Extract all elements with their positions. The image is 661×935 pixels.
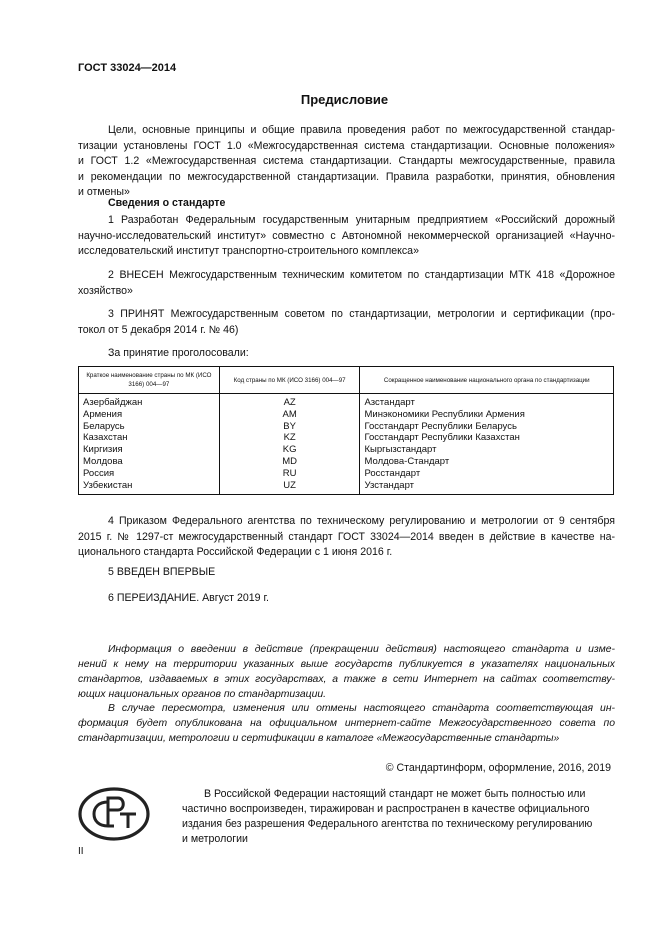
text-line: нений к нему на территории указанных выше государств публикуется в указателях национальных	[78, 659, 615, 670]
text-line: Цели, основные принципы и общие правила проведения работ по межгосударственной стандар-	[108, 124, 615, 136]
text-line: и рекомендации по межгосударственной стандартизации. Правила разработки, принятия, обновления	[78, 170, 615, 183]
text-line: 4 Приказом Федерального агентства по техническому регулированию и метрологии от 9 сентября	[108, 515, 615, 527]
voted-label: За принятие проголосовали:	[108, 347, 249, 359]
table-row	[79, 421, 614, 433]
text-line: тизации установлены ГОСТ 1.0 «Межгосударственная система стандартизации. Основные положения»	[78, 139, 615, 152]
text-line: научно-исследовательский институт» совместно с Автономной некоммерческой организацией «Научно-	[78, 229, 615, 242]
text-line: ционального стандарта Российской Федерации с 1 июня 2016 г.	[78, 546, 393, 558]
table-row	[79, 480, 614, 495]
text-line: ющих национальных органов по стандартизации.	[78, 689, 327, 700]
table-header-row	[79, 367, 614, 394]
text-line: 1 Разработан Федеральным государственным унитарным предприятием «Российский дорожный	[108, 214, 615, 226]
code-cell: KZ	[219, 432, 360, 444]
text-line: исследовательский институт транспортно-строительного комплекса»	[78, 245, 419, 257]
text-line: В случае пересмотра, изменения или отмены настоящего стандарта соответствующая ин-	[108, 703, 615, 714]
info-paragraph-1	[78, 642, 615, 702]
text-line: хозяйство»	[78, 284, 133, 297]
header-body: Сокращенное наименование национального органа по стандартизации	[360, 367, 614, 394]
text-line: и отмены»	[78, 186, 130, 198]
body-cell: Кыргызстандарт	[360, 444, 614, 456]
body-cell: Азстандарт	[360, 394, 614, 409]
code-cell: AM	[219, 409, 360, 421]
body-cell: Узстандарт	[360, 480, 614, 495]
intro-paragraph	[78, 123, 615, 201]
text-line: 3 ПРИНЯТ Межгосударственным советом по стандартизации, метрологии и сертификации (про-	[108, 308, 615, 320]
country-cell: Казахстан	[79, 432, 220, 444]
rst-seal-logo-icon	[78, 786, 150, 842]
country-cell: Узбекистан	[79, 480, 220, 495]
code-cell: AZ	[219, 394, 360, 409]
country-cell: Азербайджан	[79, 394, 220, 409]
body-cell: Росстандарт	[360, 468, 614, 480]
country-cell: Россия	[79, 468, 220, 480]
text-line: 2 ВНЕСЕН Межгосударственным техническим комитетом по стандартизации МТК 418 «Дорожное	[108, 269, 615, 281]
text-line: и ГОСТ 1.2 «Межгосударственная система стандартизации. Стандарты межгосударственные, правила	[78, 155, 615, 167]
text-line: В Российской Федерации настоящий стандарт не может быть полностью или	[204, 788, 586, 800]
item-2-paragraph	[78, 268, 615, 299]
country-cell: Молдова	[79, 456, 220, 468]
item-6-paragraph: 6 ПЕРЕИЗДАНИЕ. Август 2019 г.	[108, 592, 269, 604]
text-line: и метрологии	[182, 833, 248, 845]
info-paragraph-2	[78, 701, 615, 746]
table-row	[79, 394, 614, 409]
code-cell: KG	[219, 444, 360, 456]
body-cell: Госстандарт Республики Казахстан	[360, 432, 614, 444]
code-cell: MD	[219, 456, 360, 468]
page-title: Предисловие	[300, 92, 389, 107]
text-line: 2015 г. № 1297-ст межгосударственный стандарт ГОСТ 33024—2014 введен в действие в качестве на-	[78, 530, 615, 543]
body-cell: Молдова-Стандарт	[360, 456, 614, 468]
document-id: ГОСТ 33024—2014	[78, 62, 177, 74]
text-line: стандартов, издаваемых в этих государствах, а также в сети Интернет на сайтах соответству-	[78, 674, 615, 685]
copyright-line: © Стандартинформ, оформление, 2016, 2019	[385, 762, 611, 774]
text-line: формация будет опубликована на официальном интернет-сайте Межгосударственного совета по	[78, 718, 615, 729]
code-cell: RU	[219, 468, 360, 480]
table-row	[79, 444, 614, 456]
table-row	[79, 468, 614, 480]
item-4-paragraph	[78, 514, 615, 561]
code-cell: UZ	[219, 480, 360, 495]
item-3-paragraph	[78, 307, 615, 338]
item-5-paragraph: 5 ВВЕДЕН ВПЕРВЫЕ	[108, 566, 216, 578]
country-cell: Киргизия	[79, 444, 220, 456]
text-line: Информация о введении в действие (прекращении действия) настоящего стандарта и изме-	[108, 644, 615, 655]
reproduction-notice	[182, 787, 615, 847]
body-cell: Госстандарт Республики Беларусь	[360, 421, 614, 433]
voting-table	[78, 366, 614, 495]
item-1-paragraph	[78, 213, 615, 260]
text-line: издания без разрешения Федерального агентства по техническому регулированию	[182, 818, 593, 830]
country-cell: Беларусь	[79, 421, 220, 433]
text-line: стандартизации, метрологии и сертификации в каталоге «Межгосударственные стандарты»	[78, 733, 560, 744]
header-code: Код страны по МК (ИСО 3166) 004—97	[219, 367, 360, 394]
code-cell: BY	[219, 421, 360, 433]
text-line: токол от 5 декабря 2014 г. № 46)	[78, 323, 239, 336]
country-cell: Армения	[79, 409, 220, 421]
header-country: Краткое наименование страны по МК (ИСО 3166) 004—97	[79, 367, 220, 394]
text-line: частично воспроизведен, тиражирован и распространен в качестве официального	[182, 803, 590, 815]
page-number: II	[78, 846, 84, 857]
table-row	[79, 456, 614, 468]
table-row	[79, 409, 614, 421]
standard-info-heading: Сведения о стандарте	[108, 197, 226, 209]
body-cell: Минэкономики Республики Армения	[360, 409, 614, 421]
table-row	[79, 432, 614, 444]
